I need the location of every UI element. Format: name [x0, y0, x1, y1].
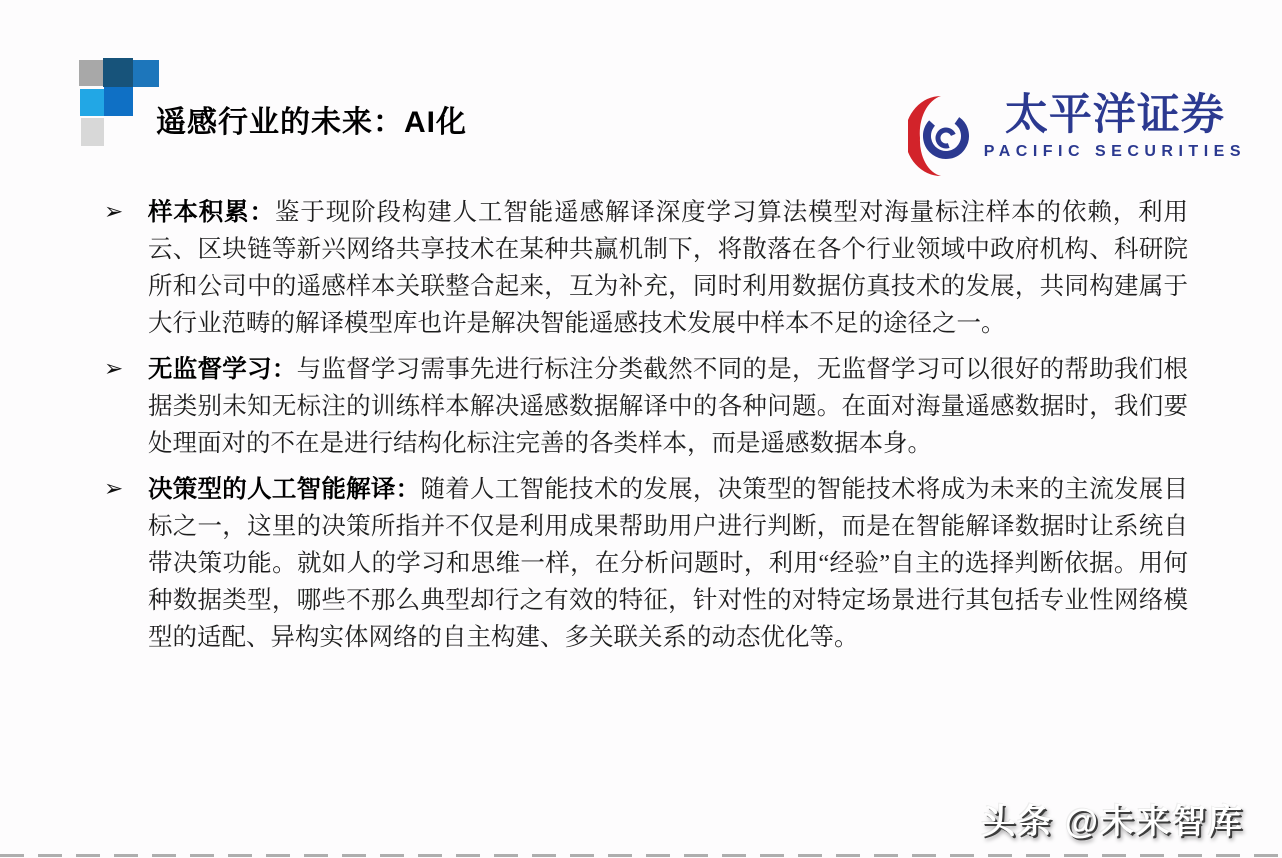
pacific-securities-logo-icon	[908, 94, 974, 178]
bullet-body: 鉴于现阶段构建人工智能遥感解译深度学习算法模型对海量标注样本的依赖，利用云、区块链等新兴网络共享技术在某种共赢机制下，将散落在各个行业领域中政府机构、科研院所和公司中的遥感样本关联整合起来，互为补充，同时利用数据仿真技术的发展，共同构建属于大行业范畴的解译模型库也许是解决智能遥感技术发展中样本不足的途径之一。	[148, 199, 1188, 337]
bullet-lead: 样本积累：	[148, 199, 275, 226]
brand-name-cn: 太平洋证券	[1004, 91, 1225, 139]
bullet-arrow-icon: ➢	[104, 476, 124, 502]
mosaic-square	[103, 58, 133, 87]
bullet-lead: 决策型的人工智能解译：	[148, 476, 421, 503]
bullet-item	[104, 351, 1188, 462]
mosaic-square	[133, 60, 159, 87]
bullet-body: 随着人工智能技术的发展，决策型的智能技术将成为未来的主流发展目标之一，这里的决策所指并不仅是利用成果帮助用户进行判断，而是在智能解译数据时让系统自带决策功能。就如人的学习和思维一样，在分析问题时，利用“经验”自主的选择判断依据。用何种数据类型，哪些不那么典型却行之有效的特征，针对性的对特定场景进行其包括专业性网络模型的适配、异构实体网络的自主构建、多关联关系的动态优化等。	[148, 476, 1188, 651]
bullet-item	[104, 471, 1188, 656]
page-title: 遥感行业的未来：AI化	[156, 106, 467, 139]
bullet-lead: 无监督学习：	[148, 356, 297, 383]
watermark-text: 头条 @未来智库	[981, 803, 1244, 841]
mosaic-square	[80, 89, 104, 116]
mosaic-square	[104, 87, 133, 116]
brand-block	[908, 92, 1246, 178]
bottom-edge-line	[0, 854, 1282, 857]
bullet-arrow-icon: ➢	[104, 199, 124, 225]
slide-mosaic-logo-icon	[79, 58, 166, 146]
brand-name-en: PACIFIC SECURITIES	[983, 143, 1246, 161]
bullet-arrow-icon: ➢	[104, 356, 124, 382]
mosaic-square	[79, 60, 103, 86]
bullet-item	[104, 194, 1188, 342]
bullet-list	[104, 194, 1188, 665]
bullet-body: 与监督学习需事先进行标注分类截然不同的是，无监督学习可以很好的帮助我们根据类别未知无标注的训练样本解决遥感数据解译中的各种问题。在面对海量遥感数据时，我们要处理面对的不在是进行结构化标注完善的各类样本，而是遥感数据本身。	[148, 356, 1188, 457]
mosaic-square	[81, 118, 104, 146]
brand-text	[984, 92, 1246, 161]
